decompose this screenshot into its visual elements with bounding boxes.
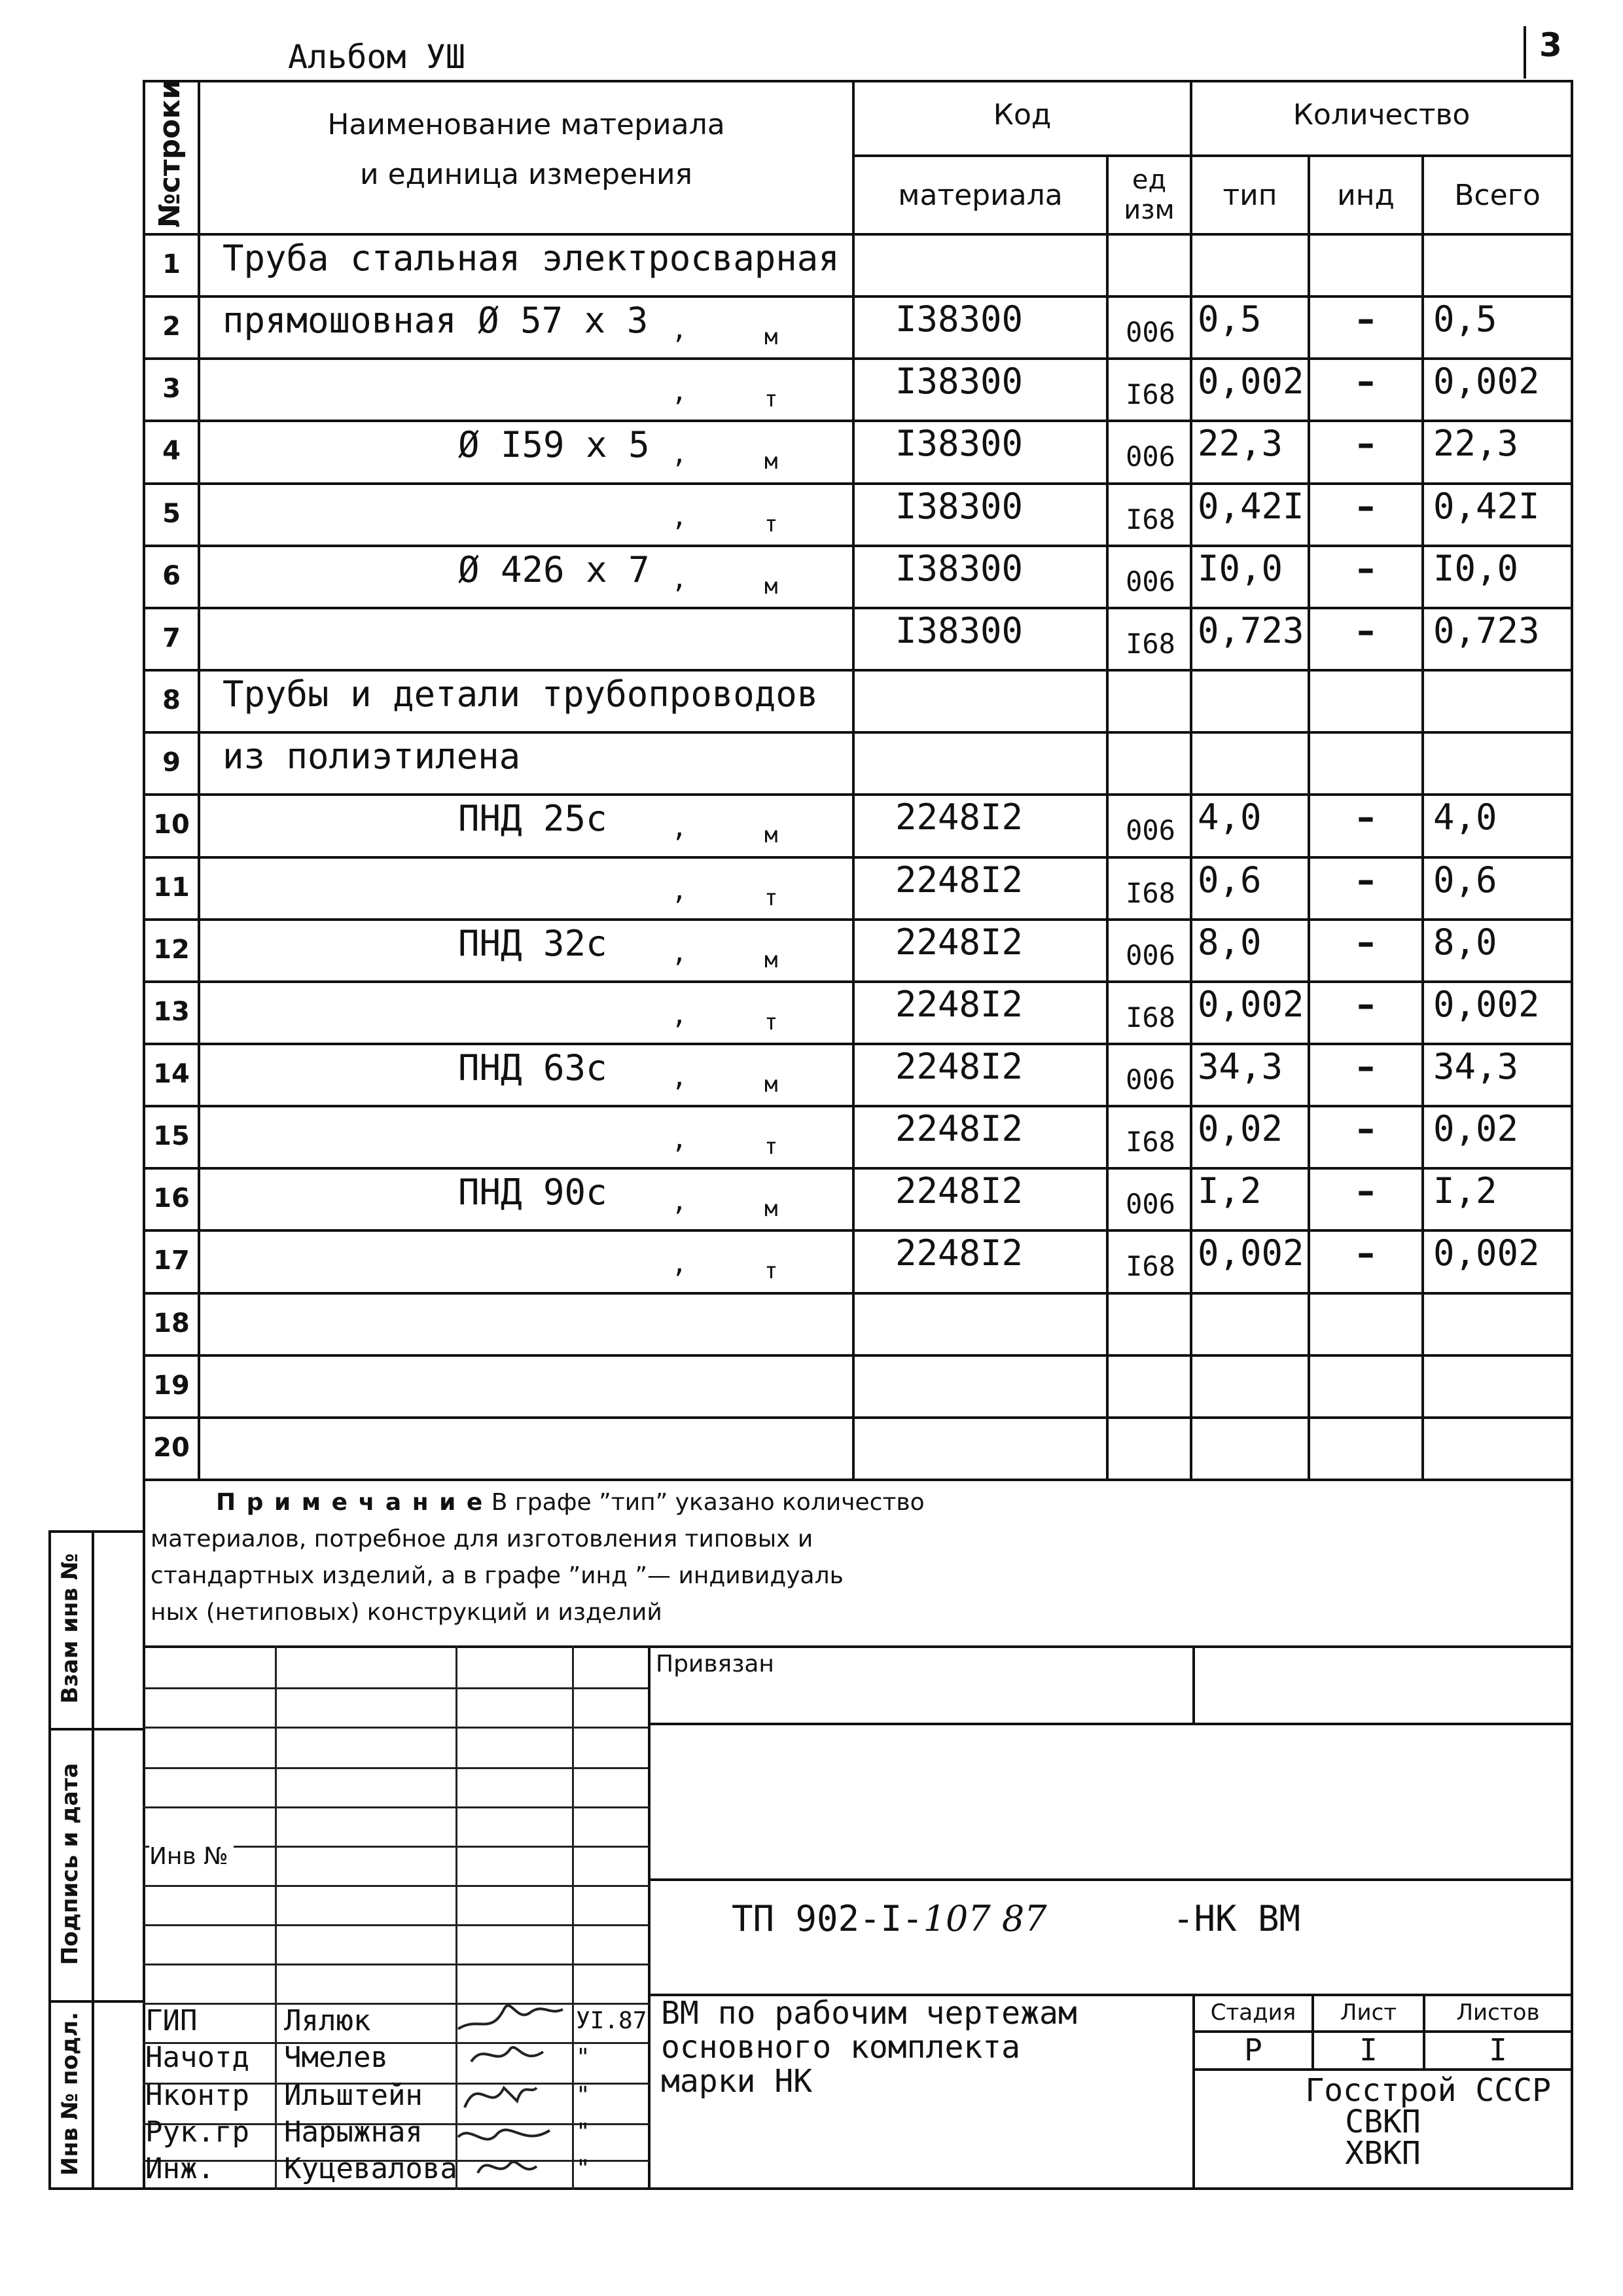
col-header-material: материала: [898, 178, 1063, 212]
unit-label: т: [764, 1258, 778, 1284]
title-line-2: основного комплекта: [661, 2029, 1021, 2066]
qty-ind: –: [1357, 298, 1375, 340]
unit-code: 006: [1126, 565, 1175, 598]
table-row: [0, 295, 1623, 357]
col-header-typ: тип: [1222, 178, 1277, 212]
qty-ind: –: [1357, 548, 1375, 589]
signer-date: ": [576, 2119, 590, 2145]
table-row: [0, 731, 1623, 793]
comma-mark: ,: [671, 564, 688, 594]
material-code: I38300: [895, 298, 1024, 340]
table-row: [0, 233, 1623, 295]
material-name: Ø 426 х 7: [458, 549, 650, 590]
row-number: 5: [162, 498, 181, 529]
qty-total: 0,5: [1433, 298, 1497, 340]
material-code: I38300: [895, 361, 1024, 402]
table-row: [0, 669, 1623, 731]
qty-typ: 0,002: [1198, 1232, 1304, 1274]
qty-total: I0,0: [1433, 548, 1519, 589]
qty-ind: [1310, 1355, 1421, 1401]
qty-total: 8,0: [1433, 922, 1497, 963]
unit-code: 006: [1126, 939, 1175, 971]
qty-typ: 4,0: [1198, 797, 1262, 838]
col-header-name-2: и единица измерения: [359, 157, 693, 191]
signer-name: Ильштейн: [284, 2079, 423, 2112]
row-number: 4: [162, 436, 181, 466]
material-name: ПНД 25с: [458, 798, 607, 839]
sheet-header: Лист: [1340, 2000, 1397, 2026]
col-header-quantity: Количество: [1293, 98, 1471, 132]
qty-ind: [1310, 1293, 1421, 1339]
unit-label: т: [764, 386, 778, 412]
unit-code: I68: [1126, 1126, 1175, 1158]
material-code: 2248I2: [895, 922, 1024, 963]
qty-ind: –: [1357, 922, 1375, 963]
signer-name: Чмелев: [284, 2041, 388, 2074]
signer-role: Рук.гр: [145, 2115, 249, 2149]
material-code: 2248I2: [895, 1232, 1024, 1274]
signer-date: ": [576, 2082, 590, 2109]
row-number: 19: [153, 1370, 190, 1401]
qty-total: I,2: [1433, 1170, 1497, 1211]
signer-role: Нконтр: [145, 2079, 249, 2112]
material-code: I38300: [895, 610, 1024, 651]
unit-label: м: [764, 947, 778, 973]
qty-typ: 0,02: [1198, 1108, 1283, 1149]
unit-code: I68: [1126, 1250, 1175, 1282]
qty-total: 0,42I: [1433, 486, 1540, 527]
qty-typ: 8,0: [1198, 922, 1262, 963]
table-row: [0, 482, 1623, 545]
org-line-3: ХВКП: [1345, 2135, 1421, 2172]
row-number: 17: [153, 1246, 190, 1276]
table-row: [0, 1229, 1623, 1292]
signer-date: ": [576, 2044, 590, 2071]
comma-mark: ,: [671, 1062, 688, 1092]
material-name: прямошовная Ø 57 х 3: [223, 300, 649, 341]
row-number: 10: [153, 810, 190, 840]
qty-ind: –: [1357, 486, 1375, 527]
row-number: 11: [153, 872, 190, 903]
comma-mark: ,: [671, 1249, 688, 1279]
sheets-value: I: [1489, 2032, 1507, 2068]
qty-typ: 0,723: [1198, 610, 1304, 651]
qty-ind: –: [1357, 797, 1375, 838]
side-label-vzam: Взам инв №: [57, 1553, 83, 1704]
comma-mark: ,: [671, 1000, 688, 1030]
qty-typ: 22,3: [1198, 423, 1283, 464]
row-number: 12: [153, 934, 190, 965]
unit-code: 006: [1126, 814, 1175, 846]
qty-ind: [1310, 234, 1421, 280]
comma-mark: ,: [671, 938, 688, 968]
comma-mark: ,: [671, 502, 688, 532]
qty-total: 0,723: [1433, 610, 1540, 651]
qty-ind: –: [1357, 1232, 1375, 1274]
material-name: Ø I59 х 5: [458, 424, 650, 465]
qty-ind: –: [1357, 984, 1375, 1025]
qty-ind: –: [1357, 423, 1375, 464]
qty-typ: 0,6: [1198, 859, 1262, 901]
table-row: [0, 607, 1623, 669]
side-label-podpis: Подпись и дата: [57, 1763, 83, 1965]
qty-total: 4,0: [1433, 797, 1497, 838]
row-number: 2: [162, 311, 181, 342]
unit-code: I68: [1126, 378, 1175, 410]
material-code: I38300: [895, 486, 1024, 527]
note-line-1: В графе ”тип” указано количество: [491, 1489, 925, 1516]
unit-label: м: [764, 324, 778, 350]
unit-code: [1111, 1369, 1190, 1414]
comma-mark: ,: [671, 813, 688, 843]
col-header-code: Код: [993, 98, 1052, 132]
note-line-4: ных (нетиповых) конструкций и изделий: [151, 1599, 662, 1626]
material-name: Трубы и детали трубопроводов: [223, 673, 819, 715]
material-name: Труба стальная электросварная: [223, 238, 840, 279]
unit-label: м: [764, 573, 778, 600]
row-number: 14: [153, 1058, 190, 1089]
unit-code: 006: [1126, 316, 1175, 348]
qty-typ: 0,002: [1198, 984, 1304, 1025]
row-number: 6: [162, 560, 181, 591]
col-header-total: Всего: [1454, 178, 1541, 212]
qty-typ: I,2: [1198, 1170, 1262, 1211]
org-line-2: СВКП: [1345, 2104, 1421, 2140]
signer-name: Куцевалова: [284, 2152, 457, 2185]
comma-mark: ,: [671, 1124, 688, 1155]
qty-total: 0,6: [1433, 859, 1497, 901]
material-name: ПНД 90с: [458, 1172, 607, 1213]
unit-label: т: [764, 1134, 778, 1160]
table-row: [0, 856, 1623, 918]
stage-value: Р: [1244, 2032, 1262, 2068]
sheet-value: I: [1359, 2032, 1378, 2068]
page-number: 3: [1539, 26, 1562, 64]
row-number: 15: [153, 1121, 190, 1151]
unit-code: I68: [1126, 628, 1175, 660]
doc-code-handwritten: 107 87: [923, 1898, 1047, 1939]
unit-code: I68: [1126, 877, 1175, 909]
document-mark: -НК ВМ: [1173, 1898, 1301, 1939]
material-code: 2248I2: [895, 1170, 1024, 1211]
table-row: [0, 1105, 1623, 1167]
qty-ind: [1310, 670, 1421, 716]
note-line-2: материалов, потребное для изготовления типовых и: [151, 1526, 813, 1552]
col-header-row-no: №строки: [153, 79, 187, 228]
signature-nkontr: [465, 2088, 537, 2108]
unit-code: [1111, 745, 1190, 791]
note: [151, 1484, 1001, 1631]
org-line-1: Госстрой СССР: [1305, 2072, 1551, 2109]
material-code: 2248I2: [895, 859, 1024, 901]
qty-ind: –: [1357, 1108, 1375, 1149]
signer-name: Нарыжная: [284, 2115, 423, 2149]
qty-total: 0,02: [1433, 1108, 1519, 1149]
qty-ind: –: [1357, 1046, 1375, 1087]
unit-label: т: [764, 511, 778, 537]
qty-typ: 0,42I: [1198, 486, 1304, 527]
qty-total: 0,002: [1433, 984, 1540, 1025]
row-number: 13: [153, 996, 190, 1027]
unit-label: м: [764, 822, 778, 848]
doc-code-print: ТП 902-I-: [732, 1898, 923, 1939]
table-row: [0, 1043, 1623, 1105]
row-number: 7: [162, 622, 181, 653]
qty-typ: 0,5: [1198, 298, 1262, 340]
table-row: [0, 1354, 1623, 1416]
comma-mark: ,: [671, 315, 688, 345]
unit-code: 006: [1126, 1064, 1175, 1096]
material-code: 2248I2: [895, 1046, 1024, 1087]
signer-date: ": [576, 2155, 590, 2182]
table-row: [0, 420, 1623, 482]
qty-ind: –: [1357, 859, 1375, 901]
material-name: из полиэтилена: [223, 736, 521, 777]
qty-total: 22,3: [1433, 423, 1519, 464]
comma-mark: ,: [671, 439, 688, 469]
row-number: 3: [162, 373, 181, 404]
row-number: 16: [153, 1183, 190, 1213]
material-name: ПНД 63с: [458, 1047, 607, 1088]
unit-label: т: [764, 885, 778, 911]
unit-label: м: [764, 1071, 778, 1098]
note-line-3: стандартных изделий, а в графе ”инд ”— индивидуаль: [151, 1562, 844, 1589]
material-code: I38300: [895, 423, 1024, 464]
material-code: I38300: [895, 548, 1024, 589]
qty-ind: [1310, 1418, 1421, 1463]
unit-code: I68: [1126, 503, 1175, 535]
col-header-ind: инд: [1337, 178, 1395, 212]
table-row: [0, 793, 1623, 856]
col-header-unit: ед изм: [1124, 165, 1175, 225]
unit-label: т: [764, 1009, 778, 1035]
signature-rukgr: [458, 2130, 550, 2139]
row-number: 20: [153, 1432, 190, 1463]
comma-mark: ,: [671, 377, 688, 407]
table-row: [0, 1167, 1623, 1229]
row-number: 1: [162, 249, 181, 279]
unit-code: [1111, 247, 1190, 293]
signer-role: Начотд: [145, 2041, 249, 2074]
signer-role: Инж.: [145, 2152, 215, 2185]
table-row: [0, 545, 1623, 607]
table-row: [0, 918, 1623, 980]
qty-typ: 0,002: [1198, 361, 1304, 402]
qty-ind: [1310, 732, 1421, 778]
sheets-header: Листов: [1456, 2000, 1540, 2026]
table-row: [0, 1292, 1623, 1354]
unit-code: [1111, 683, 1190, 729]
title-line-3: марки НК: [661, 2063, 813, 2100]
unit-code: I68: [1126, 1001, 1175, 1033]
unit-code: 006: [1126, 1188, 1175, 1220]
note-lead: П р и м е ч а н и е: [216, 1489, 484, 1516]
signature-inzh: [478, 2162, 537, 2173]
qty-typ: 34,3: [1198, 1046, 1283, 1087]
unit-label: м: [764, 448, 778, 475]
qty-total: 0,002: [1433, 361, 1540, 402]
comma-mark: ,: [671, 1187, 688, 1217]
qty-typ: I0,0: [1198, 548, 1283, 589]
row-number: 8: [162, 685, 181, 715]
unit-code: [1111, 1306, 1190, 1352]
signer-role: ГИП: [145, 2004, 198, 2037]
table-row: [0, 357, 1623, 420]
unit-code: [1111, 1431, 1190, 1477]
stage-header: Стадия: [1210, 2000, 1296, 2026]
title-line-1: ВМ по рабочим чертежам: [661, 1995, 1077, 2032]
side-label-inv-podl: Инв № подл.: [57, 2011, 83, 2176]
material-code: 2248I2: [895, 797, 1024, 838]
signer-name: Лялюк: [284, 2004, 371, 2037]
row-number: 9: [162, 747, 181, 778]
signature-nachotd: [471, 2047, 543, 2062]
material-code: 2248I2: [895, 984, 1024, 1025]
organization: [1195, 2072, 1571, 2172]
material-name: ПНД 32с: [458, 923, 607, 964]
signer-date: УI.87: [576, 2007, 647, 2034]
document-code: [732, 1898, 1047, 1939]
comma-mark: ,: [671, 876, 688, 906]
col-header-name: Наименование материала: [327, 107, 725, 141]
privyazan-label: Привязан: [656, 1651, 774, 1677]
album-title: Альбом УШ: [288, 38, 465, 76]
unit-label: м: [764, 1196, 778, 1222]
qty-total: 0,002: [1433, 1232, 1540, 1274]
inv-no-label: Инв №: [149, 1843, 234, 1870]
document-title: [661, 1996, 1077, 2098]
table-row: [0, 1416, 1623, 1479]
qty-total: 34,3: [1433, 1046, 1519, 1087]
table-row: [0, 980, 1623, 1043]
signature-gip: [458, 2005, 563, 2029]
qty-ind: –: [1357, 1170, 1375, 1211]
material-code: 2248I2: [895, 1108, 1024, 1149]
qty-ind: –: [1357, 610, 1375, 651]
row-number: 18: [153, 1308, 190, 1338]
unit-code: 006: [1126, 440, 1175, 473]
qty-ind: –: [1357, 361, 1375, 402]
signatures: [452, 1990, 582, 2186]
